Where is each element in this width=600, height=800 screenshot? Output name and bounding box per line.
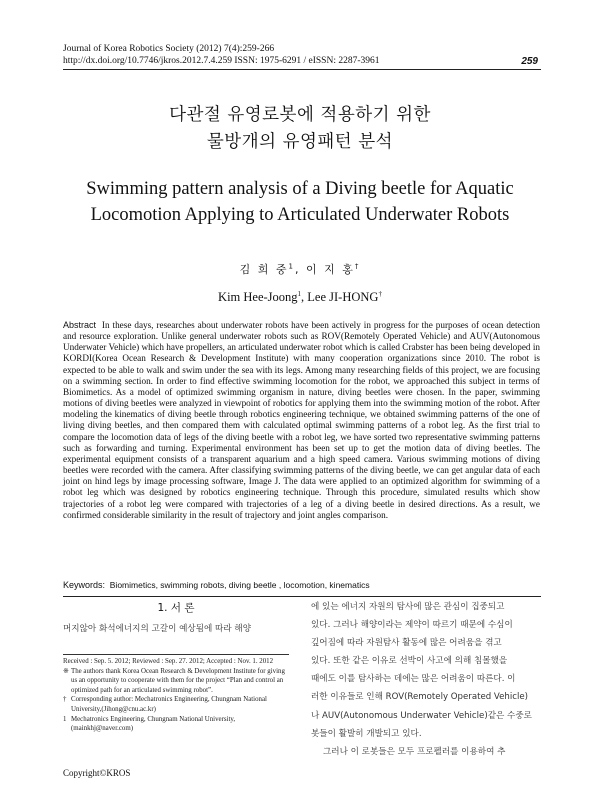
corresponding-author-note bbox=[63, 695, 289, 714]
section-heading-introduction: 1. 서 론 bbox=[157, 602, 195, 614]
author-2-en-mark: † bbox=[378, 289, 382, 298]
abstract-text: In these days, researches about underwater robots have been actively in progress for the purposes of ocean detection and resource exploration. Unlike general underwater robots such as ROV(Remotely Operated Vehicle) and AUV(Autonomous Underwater Vehicle) which have propellers, an articulated underwater robot which is called Crabster has been being developed in KORDI(Korea Ocean Research & Development Institute) with many cooperation organizations since 2010. The robot is expected to be able to walk and swim under the sea with its legs. Among many researching fields of this project, we are focusing on a swimming section. In order to find effective swimming locomotion for the robot, we approached this subject in terms of Biomimetics. As a model of optimized swimming organism in nature, diving beetles were chosen. In the paper, swimming motions of diving beetles were analyzed in viewpoint of robotics for applying them into the swimming motion of the robot. After modeling the kinematics of diving beetle through robotics engineering technique, we obtained swimming patterns of the one of living diving beetles, and then compared them with calculated optimal swimming patterns of a robot leg. As the first trial to compare the locomotion data of legs of the diving beetle with a robot leg, we have sorted two representative swimming patterns such as forwarding and turning. Experimental environment has been set up to get the motion data of diving beetles. The experimental equipment consists of a transparent aquarium and a high speed camera. Various swimming motions of diving beetles were recorded with the camera. After classifying swimming patterns of the diving beetle, we can get angular data of each joint on hind legs by image processing software, Image J. The data were applied to an optimized algorithm for swimming of a robot leg which was designed by robotics engineering technique. Through this procedure, simulated results which show trajectories of a robot leg were compared with trajectories of a leg of a diving beetle in desired directions. As a result, we confirmed considerable similarity in the result of trajectory and joint angles comparison. bbox=[63, 320, 541, 520]
author-2-ko-mark: † bbox=[354, 262, 361, 271]
english-authors bbox=[0, 290, 600, 305]
footnote-rule bbox=[63, 654, 289, 655]
doi-issn-line: http://dx.doi.org/10.7746/jkros.2012.7.4.259 ISSN: 1975-6291 / eISSN: 2287-3961 bbox=[63, 55, 380, 66]
intro-right-line: 나 AUV(Autonomous Underwater Vehicle)같은 수중로 bbox=[311, 710, 532, 721]
abstract-label: Abstract bbox=[63, 320, 97, 330]
author-1-en: Kim Hee-Joong bbox=[218, 290, 298, 304]
korean-title-line-2: 물방개의 유영패턴 분석 bbox=[206, 132, 394, 152]
received-dates: Received : Sep. 5. 2012; Reviewed : Sep. 27. 2012; Accepted : Nov. 1. 2012 bbox=[63, 658, 274, 665]
korean-authors bbox=[0, 261, 600, 277]
intro-right-line: 깊어짐에 따라 자원탐사 활동에 많은 어려움을 겪고 bbox=[311, 638, 502, 649]
journal-header bbox=[63, 44, 380, 67]
author-1-ko: 김 희 중 bbox=[239, 263, 289, 276]
intro-right-line: 때에도 이를 탐사하는 데에는 많은 어려움이 따른다. 이 bbox=[311, 674, 516, 685]
intro-left-text: 머지않아 화석에너지의 고갈이 예상됨에 따라 해양 bbox=[63, 624, 251, 634]
author-separator-en: , bbox=[301, 290, 308, 304]
ack-mark: ※ bbox=[63, 667, 69, 675]
keywords-text: Biomimetics, swimming robots, diving beetle , locomotion, kinematics bbox=[109, 580, 370, 590]
journal-citation: Journal of Korea Robotics Society (2012) 7(4):259-266 bbox=[63, 44, 275, 54]
author-2-en: Lee JI-HONG bbox=[307, 290, 379, 304]
intro-right-line: 봇들이 활발히 개발되고 있다. bbox=[311, 728, 422, 739]
intro-right-line: 러한 이유들로 인해 ROV(Remotely Operated Vehicle) bbox=[311, 692, 529, 703]
ack-text: The authors thank Korea Ocean Research & Development Institute for giving us an opportunity to cooperate with them for the project “Plan and control an optimized path for an articulated swimming robot”. bbox=[71, 667, 285, 694]
intro-right-line: 있다. 또한 같은 이유로 선박이 사고에 의해 침몰했을 bbox=[311, 656, 508, 667]
intro-right-line: 있다. 그러나 해양이라는 제약이 따르기 때문에 수심이 bbox=[311, 620, 513, 631]
intro-right-line: 그러나 이 로봇들은 모두 프로펠러를 이용하여 추 bbox=[323, 746, 506, 757]
english-title-line-1: Swimming pattern analysis of a Diving beetle for Aquatic bbox=[86, 179, 514, 199]
keywords-label: Keywords: bbox=[63, 580, 106, 590]
page-number: 259 bbox=[521, 56, 538, 67]
aff-mark: 1 bbox=[63, 715, 67, 723]
abstract-rule bbox=[63, 596, 541, 597]
author-1-ko-mark: 1 bbox=[288, 262, 295, 271]
footnotes bbox=[63, 657, 289, 734]
corr-mark: † bbox=[63, 696, 67, 704]
affiliation-note bbox=[63, 715, 289, 734]
aff-text: Mechatronics Engineering, Chungnam National University, (mainkhj@naver.com) bbox=[71, 715, 236, 733]
author-separator-ko: , bbox=[294, 263, 306, 276]
english-title-line-2: Locomotion Applying to Articulated Underwater Robots bbox=[90, 205, 510, 225]
keywords bbox=[63, 580, 370, 590]
corr-text: Corresponding author: Mechatronics Engineering, Chungnam National University,(Jihong@cnu.ac.kr) bbox=[71, 696, 267, 713]
author-1-en-mark: 1 bbox=[297, 289, 302, 298]
korean-title-line-1: 다관절 유영로봇에 적용하기 위한 bbox=[169, 105, 431, 125]
header-rule bbox=[63, 69, 541, 70]
author-2-ko: 이 지 홍 bbox=[305, 263, 355, 276]
copyright: Copyright©KROS bbox=[63, 768, 131, 778]
acknowledgement-note bbox=[63, 667, 289, 696]
abstract bbox=[63, 320, 540, 521]
intro-right-text bbox=[311, 598, 540, 761]
intro-right-line: 에 있는 에너지 자원의 탐사에 많은 관심이 집중되고 bbox=[311, 602, 505, 612]
